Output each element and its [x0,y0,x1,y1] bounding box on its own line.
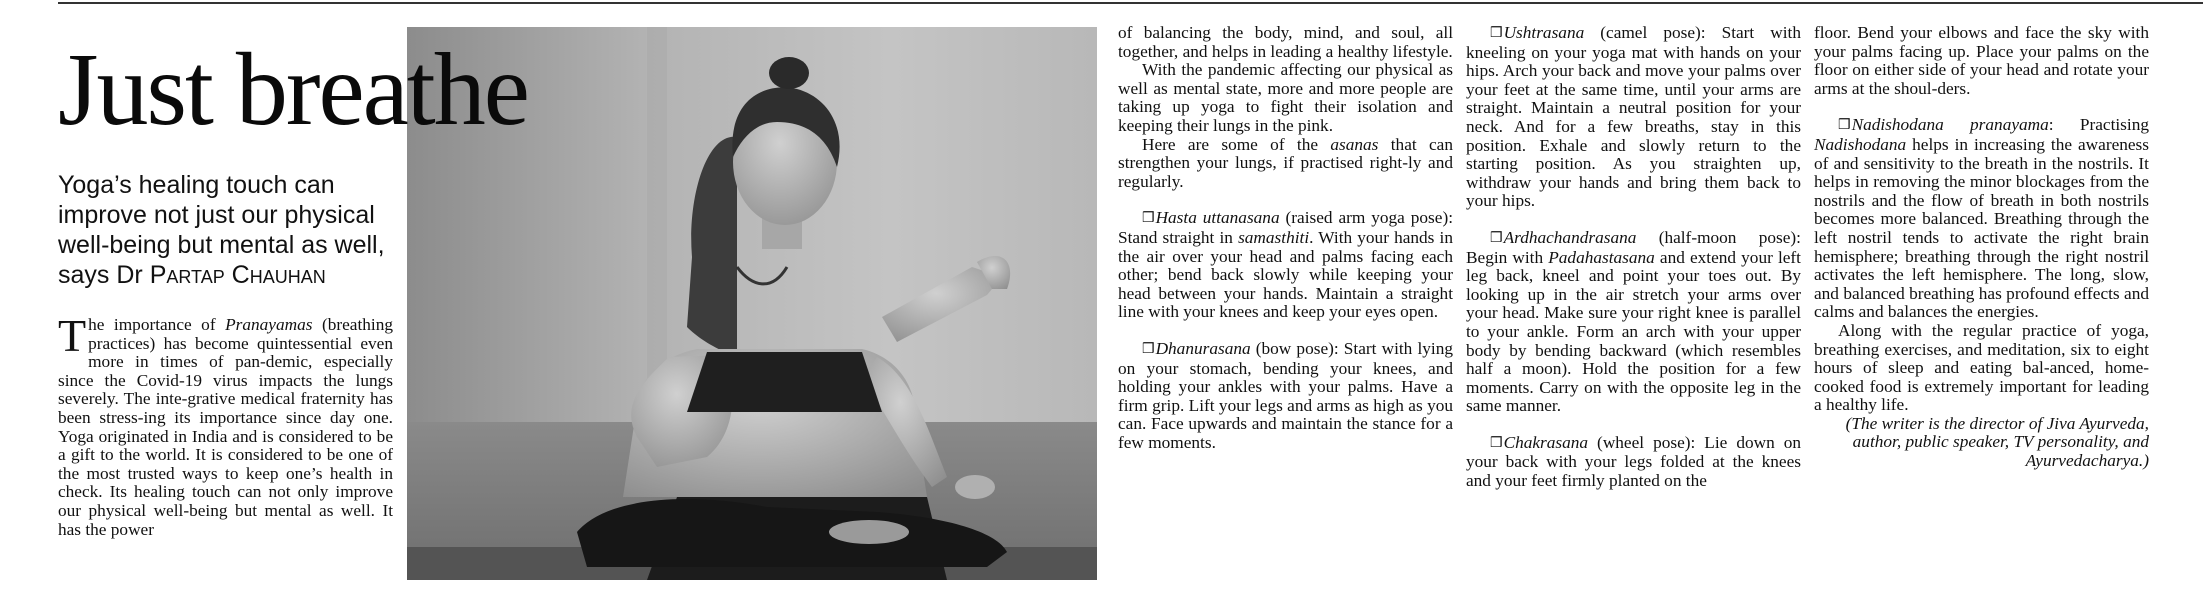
byline-author: Partap Chauhan [149,261,326,289]
paragraph: floor. Bend your elbows and face the sky with your palms facing up. Place your palms on the floor on either side of your head and rotate your arms at the shoul-ders. [1814,23,2149,98]
pose-name: Ardhachandrasana [1503,227,1637,247]
deck-text: Yoga’s healing touch can improve not just our physical well-being but mental as well, says Dr [58,171,385,289]
pose-name: Chakrasana [1503,432,1589,452]
article-column-3 [1466,24,1801,491]
italic-term: asanas [1330,134,1379,154]
text: (camel pose): Start with kneeling on your yoga mat with hands on your hips. Arch your back and move your palms over your feet at the same time, until your arms are straight. Maintain a neutral position for your neck. And for a few breaths, stay in this position. Exhale and slowly return to the starting position. As you straighten up, withdraw your hands and bring them back to your hips. [1466,23,1801,211]
text: that can strengthen your lungs, if practised right-ly and regularly. [1118,134,1453,191]
pose-chakrasana [1466,434,1801,491]
bullet-square-icon: ❒ [1490,435,1503,451]
drop-cap: T [58,310,87,361]
italic-term: Pranayamas [225,315,313,334]
italic-term: Nadishodana [1814,134,1907,154]
text: (half-moon pose): Begin with [1466,227,1801,267]
pose-nadishodana-pranayama [1814,116,2149,322]
italic-term: samasthiti [1238,227,1310,247]
author-credit: (The writer is the director of Jiva Ayurveda, author, public speaker, TV personality, and Ayurvedacharya.) [1845,413,2149,471]
bullet-square-icon: ❒ [1490,230,1503,246]
text: and extend your left leg back, kneel and point your toes out. By looking up in the air stretch your arms over your head. Make sure your right knee is parallel to your ankle. Form an arch with your upper body by bending backward (which resembles half a moon). Hold the position for a few moments. Carry on with the opposite leg in the same manner. [1466,247,1801,416]
text: (raised arm yoga pose): Stand straight in [1118,208,1453,247]
deck [58,170,388,290]
pose-name: Hasta uttanasana [1155,208,1280,228]
top-rule [58,2,2203,4]
pose-ushtrasana [1466,24,1801,211]
article-column-1 [58,310,393,539]
article-column-4 [1814,24,2149,471]
paragraph: of balancing the body, mind, and soul, all together, and helps in leading a healthy lifestyle. [1118,23,1453,61]
bullet-square-icon: ❒ [1142,211,1155,227]
bullet-square-icon: ❒ [1490,26,1503,41]
text: helps in increasing the awareness of and sensitivity to the breath in the nostrils. It helps in removing the minor blockages from the nostrils and the flow of breath in both nostrils becomes more balanced. Breathing through the left nostril tends to activate the right brain hemisphere; breathing through the right nostril activates the left hemisphere. The long, slow, and balanced breathing has profound effects and calms and balances the energies. [1814,134,2149,322]
pose-ardhachandrasana [1466,229,1801,416]
headline: Just breathe [58,32,528,147]
bullet-square-icon: ❒ [1838,118,1851,134]
pose-hasta-uttanasana [1118,209,1453,322]
text: he importance of [88,315,226,334]
text: Here are some of the [1142,134,1331,154]
article-column-2 [1118,24,1453,452]
text: (breathing practices) has become quintessential even more in times of pan-demic, especially since the Covid-19 virus impacts the lungs severely. The inte-grative medical fraternity has been stress-ing its importance since day one. Yoga originated in India and is considered to be a gift to the world. It is considered to be one of the most trusted ways to keep one’s health in check. Its healing touch can not only improve our physical well-being but mental as well. It has the power [58,315,393,539]
pose-name: Dhanurasana [1155,338,1251,358]
text: . With your hands in the air over your head and palms facing each other; bend back slowly while keeping your head between your hands. Maintain a straight line with your knees and keep your eyes open. [1118,227,1453,322]
intro-paragraph [58,310,393,539]
pose-name: Nadishodana pranayama [1851,115,2049,135]
text: : Practising [2048,115,2149,135]
pose-dhanurasana [1118,340,1453,453]
text: (bow pose): Start with lying on your stomach, bending your knees, and holding your ankles with your palms. Have a firm grip. Lift your legs and arms as high as you can. Face upwards and maintain the stance for a few moments. [1118,338,1453,452]
italic-term: Padahastasana [1548,247,1655,267]
pose-name: Ushtrasana [1503,23,1585,42]
paragraph: With the pandemic affecting our physical as well as mental state, more and more people are taking up yoga to fight their isolation and keeping their lungs in the pink. [1118,60,1453,135]
paragraph [1118,136,1453,192]
paragraph: Along with the regular practice of yoga, breathing exercises, and meditation, six to eight hours of sleep and eating bal-anced, home-cooked food is extremely important for leading a healthy life. [1814,320,2149,415]
text: (wheel pose): Lie down on your back with your legs folded at the knees and your feet firmly planted on the [1466,432,1801,491]
bullet-square-icon: ❒ [1142,341,1155,357]
